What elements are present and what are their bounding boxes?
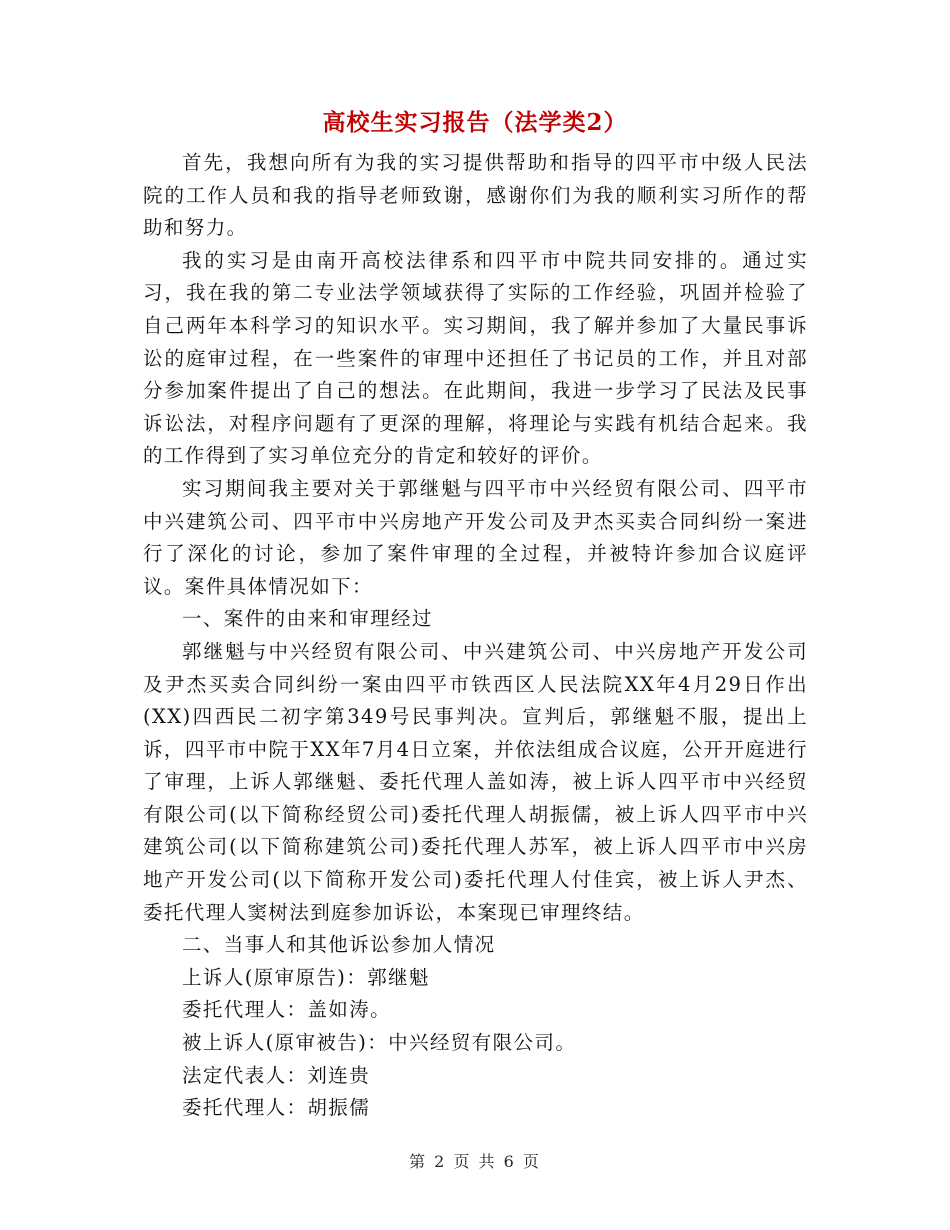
document-title: 高校生实习报告（法学类2） — [322, 109, 628, 136]
section-heading-parties: 二、当事人和其他诉讼参加人情况 — [182, 933, 496, 957]
paragraph-internship-overview: 我的实习是由南开高校法律系和四平市中院共同安排的。通过实习，我在我的第二专业法学领域获得了实际的工作经验，巩固并检验了自己两年本科学习的知识水平。实习期间，我了解并参加了大量民事诉讼的庭审过程，在一些案件的审理中还担任了书记员的工作，并且对部分参加案件提出了自己的想法。在此期间，我进一步学习了民法及民事诉讼法，对程序问题有了更深的理解，将理论与实践有机结合起来。我的工作得到了实习单位充分的肯定和较好的评价。 — [143, 248, 808, 468]
paragraph-case-history: 郭继魁与中兴经贸有限公司、中兴建筑公司、中兴房地产开发公司及尹杰买卖合同纠纷一案由四平市铁西区人民法院XX年4月29日作出(XX)四西民二初字第349号民事判决。宣判后，郭继魁不服，提出上诉，四平市中院于XX年7月4日立案，并依法组成合议庭，公开开庭进行了审理，上诉人郭继魁、委托代理人盖如涛，被上诉人四平市中兴经贸有限公司(以下简称经贸公司)委托代理人胡振儒，被上诉人四平市中兴建筑公司(以下简称建筑公司)委托代理人苏军，被上诉人四平市中兴房地产开发公司(以下简称开发公司)委托代理人付佳宾，被上诉人尹杰、委托代理人窦树法到庭参加诉讼，本案现已审理终结。 — [143, 639, 808, 924]
page-number-footer: 第 2 页 共 6 页 — [409, 1152, 541, 1171]
paragraph-acknowledgement: 首先，我想向所有为我的实习提供帮助和指导的四平市中级人民法院的工作人员和我的指导老师致谢，感谢你们为我的顺利实习所作的帮助和努力。 — [143, 151, 808, 240]
paragraph-case-intro: 实习期间我主要对关于郭继魁与四平市中兴经贸有限公司、四平市中兴建筑公司、四平市中兴房地产开发公司及尹杰买卖合同纠纷一案进行了深化的讨论，参加了案件审理的全过程，并被特许参加合议庭评议。案件具体情况如下： — [143, 476, 808, 598]
party-appellee-agent: 委托代理人：胡振儒 — [182, 1096, 371, 1120]
document-body — [143, 147, 808, 1125]
party-appellee: 被上诉人(原审被告)：中兴经贸有限公司。 — [182, 1031, 577, 1055]
party-appellant-agent: 委托代理人：盖如涛。 — [182, 998, 392, 1022]
party-legal-representative: 法定代表人：刘连贵 — [182, 1063, 371, 1087]
party-appellant: 上诉人(原审原告)：郭继魁 — [182, 965, 430, 989]
section-heading-case-origin: 一、案件的由来和审理经过 — [182, 607, 433, 631]
